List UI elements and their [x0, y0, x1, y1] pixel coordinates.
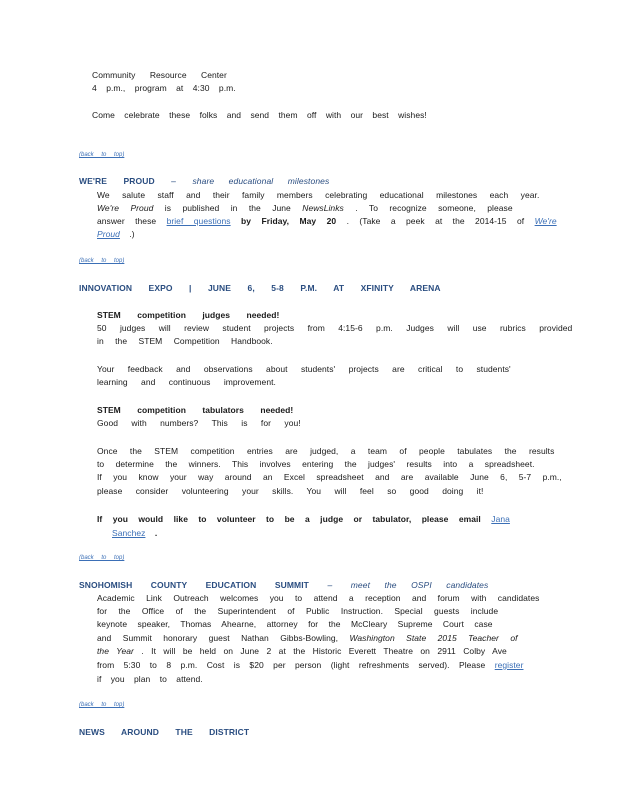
once-line-1: Once the STEM competition entries are judged, a team of people tabulates the results — [97, 446, 555, 456]
once-line-2: to determine the winners. This involves entering the judges' results into a spreadsheet. — [97, 459, 535, 469]
summit-title: SNOHOMISH COUNTY EDUCATION SUMMIT — [79, 580, 309, 590]
were-proud-link-a[interactable]: We're — [534, 216, 557, 226]
contact-text: If you would like to volunteer to be a judge or tabulator, please email — [97, 514, 481, 524]
summit-time-cost: from 5:30 to 8 p.m. Cost is $20 per person (light refreshments served). Please — [97, 660, 486, 670]
back-to-top-link-1[interactable]: (back to top) — [79, 152, 125, 158]
news-heading: NEWS AROUND THE DISTRICT — [79, 727, 250, 737]
jana-link-a[interactable]: Jana — [491, 514, 510, 524]
proud-title-inline: We're Proud — [97, 203, 154, 213]
summit-line-2: for the Office of the Superintendent of Public Instruction. Special guests include — [97, 606, 499, 616]
judges-title: STEM competition judges needed! — [97, 310, 280, 320]
jana-sanchez-link[interactable]: Sanchez — [112, 528, 146, 538]
summit-line-4 — [97, 633, 518, 644]
summit-guest: and Summit honorary guest Nathan Gibbs-Bowling, — [97, 633, 339, 643]
summit-subheading: meet the OSPI candidates — [350, 580, 489, 590]
summit-line-6 — [97, 660, 523, 671]
proud-line-1: We salute staff and their family members celebrating educational milestones each year. — [97, 190, 540, 200]
tabulators-line-1: Good with numbers? This is for you! — [97, 418, 301, 428]
were-proud-link-b[interactable]: Proud — [97, 229, 120, 239]
proud-answer: answer these — [97, 216, 157, 226]
event-location: Community Resource Center — [92, 70, 227, 80]
proud-heading — [79, 176, 329, 186]
judges-line-2: in the STEM Competition Handbook. — [97, 336, 273, 346]
event-time: 4 p.m., program at 4:30 p.m. — [92, 83, 236, 93]
contact-line-1 — [97, 514, 510, 525]
proud-line-4 — [97, 229, 135, 240]
summit-line-7: if you plan to attend. — [97, 674, 203, 684]
back-to-top-link-2[interactable]: (back to top) — [79, 258, 125, 264]
judges-line-1: 50 judges will review student projects from 4:15-6 p.m. Judges will use rubrics provided — [97, 323, 573, 333]
proud-line-3 — [97, 216, 557, 227]
contact-line-2 — [112, 528, 157, 539]
proud-published: is published in the June — [164, 203, 291, 213]
register-link[interactable]: register — [494, 660, 524, 670]
proud-line-2 — [97, 203, 513, 214]
tabulators-title: STEM competition tabulators needed! — [97, 405, 294, 415]
proud-recognize: . To recognize someone, please — [355, 203, 513, 213]
event-invitation: Come celebrate these folks and send them off with our best wishes! — [92, 110, 427, 120]
summit-line-1: Academic Link Outreach welcomes you to attend a reception and forum with candidates — [97, 593, 540, 603]
back-to-top-link-4[interactable]: (back to top) — [79, 702, 125, 708]
proud-subheading: share educational milestones — [192, 176, 330, 186]
once-line-4: please consider volunteering your skills. You will feel so good doing it! — [97, 486, 484, 496]
feedback-line-1: Your feedback and observations about students' projects are critical to students' — [97, 364, 511, 374]
summit-dash: – — [327, 580, 333, 590]
once-line-3: If you know your way around an Excel spreadsheet and are available June 6, 5-7 p.m., — [97, 472, 562, 482]
brief-questions-link[interactable]: brief questions — [166, 216, 231, 226]
proud-line-4-end: .) — [129, 229, 135, 239]
feedback-line-2: learning and continuous improvement. — [97, 377, 276, 387]
summit-line-3: keynote speaker, Thomas Ahearne, attorney for the McCleary Supreme Court case — [97, 619, 493, 629]
summit-heading — [79, 580, 488, 590]
summit-line-5 — [97, 646, 507, 657]
proud-title: WE'RE PROUD — [79, 176, 155, 186]
summit-award-end: the Year — [97, 646, 134, 656]
expo-heading: INNOVATION EXPO | JUNE 6, 5-8 P.M. AT XFINITY ARENA — [79, 283, 441, 293]
summit-award: Washington State 2015 Teacher of — [349, 633, 518, 643]
proud-deadline: by Friday, May 20 — [241, 216, 337, 226]
contact-end: . — [154, 528, 158, 538]
back-to-top-link-3[interactable]: (back to top) — [79, 555, 125, 561]
newslinks-inline: NewsLinks — [302, 203, 344, 213]
proud-peek: . (Take a peek at the 2014-15 of — [346, 216, 525, 226]
proud-dash: – — [171, 176, 176, 186]
summit-venue: . It will be held on June 2 at the Historic Everett Theatre on 2911 Colby Ave — [141, 646, 507, 656]
